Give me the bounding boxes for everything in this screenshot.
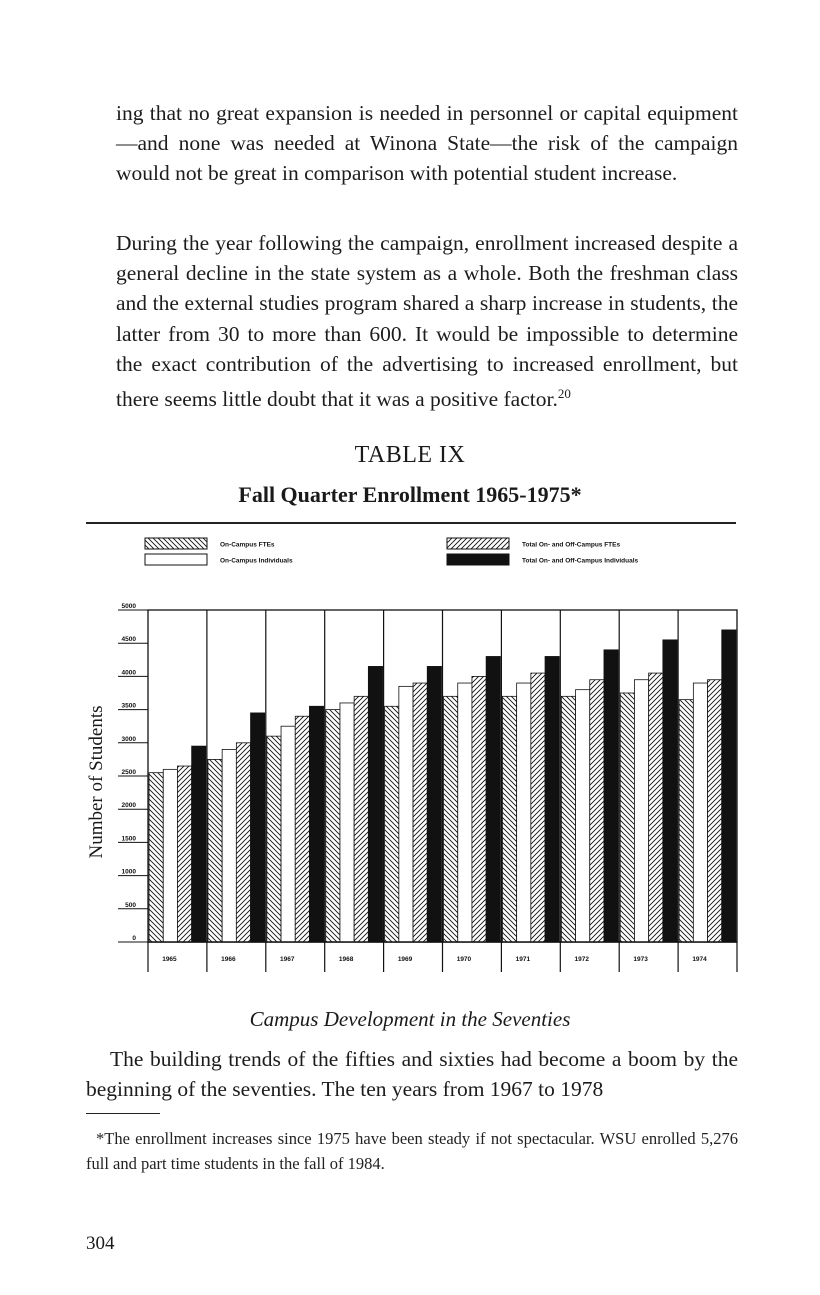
paragraph-2-text: During the year following the campaign, enrollment increased despite a general decline in the state system as a whole. Both the freshman class and the external studies program shared a sharp increase in students, the latter from 30 to more than 600. It would be impossible to determine the exact contribution of the advertising to increased enrollment, but there seems little doubt that it was a positive factor. (116, 231, 738, 412)
x-tick-label: 1965 (162, 956, 177, 963)
x-tick-label: 1966 (221, 956, 236, 963)
y-tick-label: 1500 (121, 835, 136, 843)
y-tick-label: 0 (132, 935, 136, 942)
y-tick-label: 3000 (121, 735, 136, 743)
bar-1966-series-1 (208, 759, 222, 942)
y-tick-label: 4000 (121, 669, 136, 677)
bar-1970-series-1 (444, 696, 458, 942)
x-tick-label: 1971 (515, 956, 531, 963)
bar-1972-series-3 (590, 680, 604, 942)
x-tick-label: 1972 (574, 956, 589, 963)
section-paragraph (86, 1044, 738, 1104)
y-tick-label: 500 (125, 901, 136, 909)
x-tick-label: 1973 (633, 956, 648, 963)
bar-1969-series-2 (399, 686, 413, 942)
legend-label-3: Total On- and Off-Campus FTEs (522, 541, 621, 549)
bar-1973-series-3 (649, 673, 663, 942)
y-tick-label: 1000 (121, 868, 136, 876)
legend-swatch-3 (447, 538, 509, 549)
bar-1971-series-2 (517, 683, 531, 942)
bar-1965-series-2 (163, 769, 177, 942)
x-tick-label: 1970 (456, 956, 472, 963)
bar-1965-series-1 (149, 773, 163, 942)
enrollment-chart (80, 530, 750, 980)
bar-1966-series-4 (251, 713, 265, 942)
footnote: *The enrollment increases since 1975 have been steady if not spectacular. WSU enrolled 5,276 full and part time students in the fall of 1984. (86, 1129, 738, 1173)
y-axis-label: Number of Students (86, 705, 107, 859)
bar-1971-series-4 (545, 656, 559, 942)
bar-1969-series-4 (427, 666, 441, 942)
bar-1974-series-2 (693, 683, 707, 942)
bar-1968-series-1 (326, 710, 340, 942)
y-tick-label: 5000 (121, 603, 136, 610)
legend-swatch-4 (447, 554, 509, 565)
bar-1970-series-2 (458, 683, 472, 942)
legend-swatch-1 (145, 538, 207, 549)
y-tick-label: 2500 (121, 769, 136, 776)
y-tick-label: 2000 (121, 802, 136, 810)
bar-1973-series-2 (634, 680, 648, 942)
body-paragraph-2 (116, 228, 738, 414)
legend-label-1: On-Campus FTEs (220, 541, 275, 549)
bar-1965-series-3 (177, 766, 191, 942)
footnote-reference: 20 (557, 386, 571, 402)
y-tick-label: 4500 (121, 636, 136, 644)
x-tick-label: 1974 (692, 956, 707, 963)
chart-legend (145, 538, 639, 565)
x-tick-label: 1967 (280, 956, 295, 963)
legend-swatch-2 (145, 554, 207, 565)
bar-1966-series-2 (222, 749, 236, 942)
body-paragraph-1 (116, 98, 738, 189)
bar-1967-series-2 (281, 726, 295, 942)
table-top-rule (86, 522, 736, 524)
bar-1969-series-3 (413, 683, 427, 942)
bar-1974-series-1 (679, 700, 693, 942)
bar-1967-series-1 (267, 736, 281, 942)
bar-1967-series-4 (309, 706, 323, 942)
page-number: 304 (86, 1233, 115, 1254)
paragraph-1-text: ing that no great expansion is needed in personnel or capital equipment—and none was needed at Winona State—the risk of the campaign would not be great in comparison with potential student increase. (116, 101, 738, 186)
section-paragraph-text: The building trends of the fifties and sixties had become a boom by the beginning of the seventies. The ten years from 1967 to 1978 (86, 1047, 738, 1102)
bar-1968-series-2 (340, 703, 354, 942)
bar-1967-series-3 (295, 716, 309, 942)
bar-1974-series-4 (722, 630, 736, 942)
bar-1972-series-1 (561, 696, 575, 942)
bar-1972-series-2 (576, 690, 590, 942)
section-heading: Campus Development in the Seventies (249, 1007, 571, 1031)
bar-1973-series-4 (663, 640, 677, 942)
bar-1965-series-4 (192, 746, 206, 942)
legend-label-4: Total On- and Off-Campus Individuals (522, 557, 639, 565)
table-label: TABLE IX (354, 442, 466, 468)
table-title: Fall Quarter Enrollment 1965-1975* (238, 482, 582, 507)
bar-1972-series-4 (604, 650, 618, 942)
legend-label-2: On-Campus Individuals (220, 557, 293, 565)
bar-1971-series-3 (531, 673, 545, 942)
y-tick-label: 3500 (121, 702, 136, 710)
bar-1969-series-1 (385, 706, 399, 942)
bar-1970-series-3 (472, 676, 486, 942)
plot-area (118, 603, 737, 972)
x-tick-label: 1968 (338, 956, 354, 963)
footnote-rule (86, 1113, 160, 1114)
bar-1973-series-1 (620, 693, 634, 942)
bar-1970-series-4 (486, 656, 500, 942)
bar-1971-series-1 (502, 696, 516, 942)
bar-1966-series-3 (236, 743, 250, 942)
x-tick-label: 1969 (397, 956, 413, 963)
enrollment-chart-svg (80, 530, 750, 980)
bar-1968-series-3 (354, 696, 368, 942)
bar-1974-series-3 (708, 680, 722, 942)
bar-1968-series-4 (368, 666, 382, 942)
